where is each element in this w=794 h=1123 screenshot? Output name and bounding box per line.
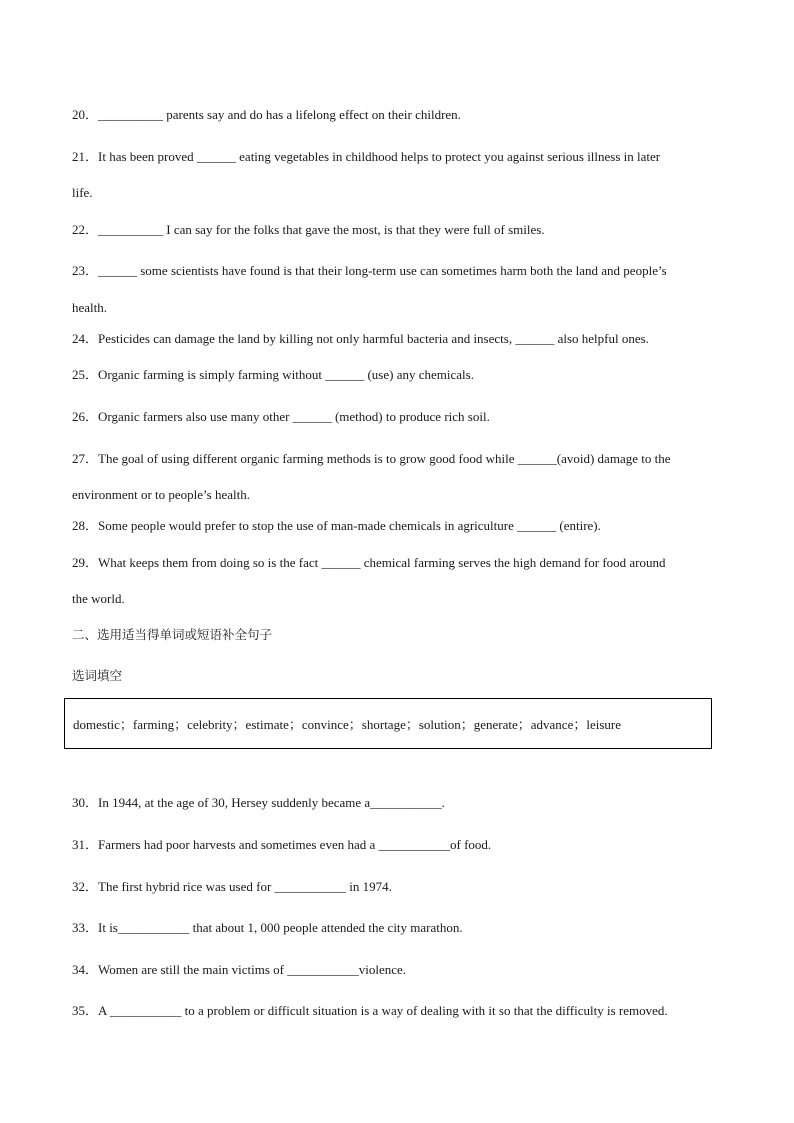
word-bank-text: domestic；farming；celebrity；estimate；convince；shortage；solution；generate；advance；leisure (73, 717, 621, 732)
section-subheading: 选词填空 (72, 668, 123, 683)
question-32: 32．The first hybrid rice was used for ___________ in 1974. (72, 879, 392, 894)
question-29-continued: the world. (72, 591, 125, 606)
question-23: 23．______ some scientists have found is that their long-term use can sometimes harm both the land and people’s (72, 263, 667, 278)
question-27-continued: environment or to people’s health. (72, 487, 250, 502)
question-24: 24．Pesticides can damage the land by killing not only harmful bacteria and insects, ______ also helpful ones. (72, 331, 649, 346)
question-29: 29．What keeps them from doing so is the fact ______ chemical farming serves the high demand for food around (72, 555, 666, 570)
question-23-continued: health. (72, 300, 108, 315)
question-34: 34．Women are still the main victims of ___________violence. (72, 962, 407, 977)
question-30: 30．In 1944, at the age of 30, Hersey suddenly became a___________. (72, 795, 445, 810)
question-26: 26．Organic farmers also use many other ______ (method) to produce rich soil. (72, 409, 490, 424)
question-22: 22．__________ I can say for the folks that gave the most, is that they were full of smiles. (72, 222, 545, 237)
question-27: 27．The goal of using different organic farming methods is to grow good food while ______(avoid) damage to the (72, 451, 671, 466)
question-21-continued: life. (72, 185, 93, 200)
question-21: 21．It has been proved ______ eating vegetables in childhood helps to protect you against serious illness in later (72, 149, 661, 164)
question-25: 25．Organic farming is simply farming without ______ (use) any chemicals. (72, 367, 474, 382)
question-28: 28．Some people would prefer to stop the use of man-made chemicals in agriculture ______ (entire). (72, 518, 601, 533)
question-31: 31．Farmers had poor harvests and sometimes even had a ___________of food. (72, 837, 492, 852)
question-35: 35．A ___________ to a problem or difficult situation is a way of dealing with it so that the difficulty is removed. (72, 1003, 668, 1018)
word-bank-box (64, 698, 712, 749)
section-heading: 二、选用适当得单词或短语补全句子 (72, 627, 273, 642)
question-33: 33．It is___________ that about 1, 000 people attended the city marathon. (72, 920, 463, 935)
question-20: 20．__________ parents say and do has a lifelong effect on their children. (72, 107, 461, 122)
